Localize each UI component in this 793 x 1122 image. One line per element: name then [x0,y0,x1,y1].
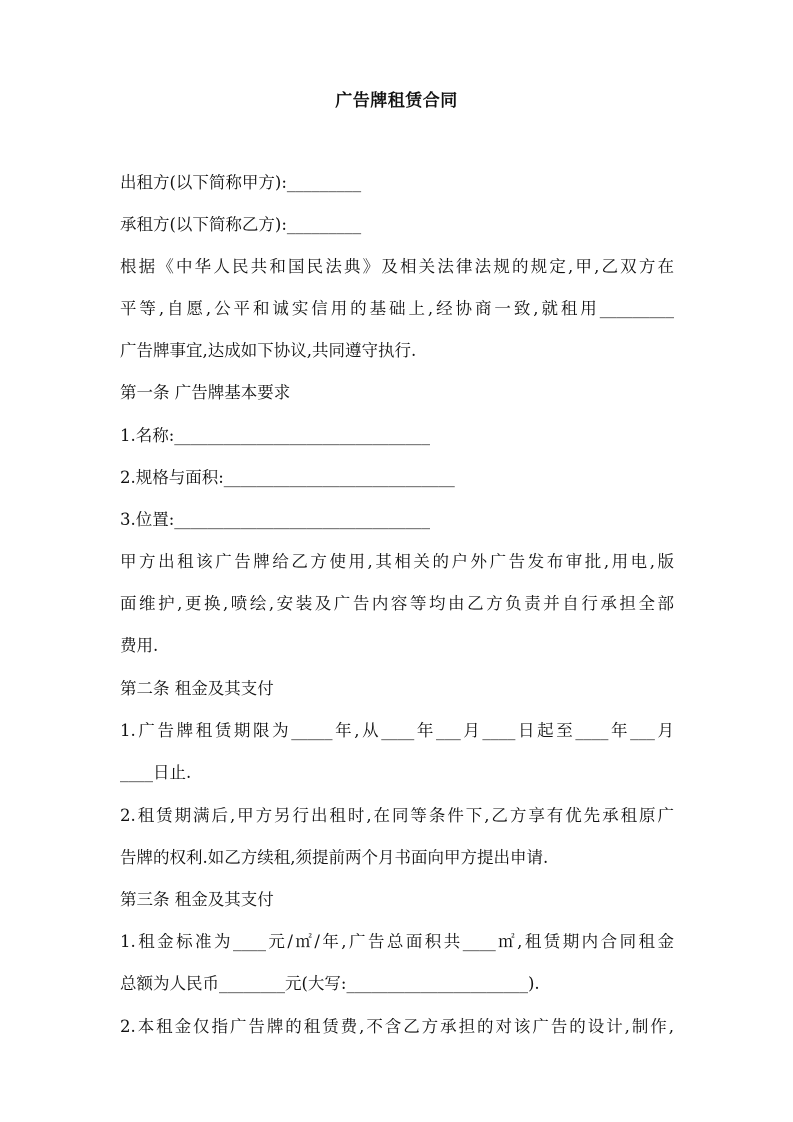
article-1-para-line-1: 甲方出租该广告牌给乙方使用,其相关的户外广告发布审批,用电,版 [120,552,674,571]
item-size-line: 2.规格与面积:____________________________ [120,468,455,487]
article-2-item-1-line-1: 1.广告牌租赁期限为_____年,从____年___月____日起至____年___月 [120,721,674,740]
item-name-line: 1.名称:_______________________________ [120,426,431,445]
article-1-para-line-2: 面维护,更换,喷绘,安装及广告内容等均由乙方负责并自行承担全部 [120,594,674,613]
lessor-line: 出租方(以下简称甲方):_________ [120,173,362,192]
article-3-item-1-line-2: 总额为人民币________元(大写:______________________). [120,974,540,993]
preamble-line-2: 平等,自愿,公平和诚实信用的基础上,经协商一致,就租用_________ [120,299,674,318]
preamble-line-1: 根据《中华人民共和国民法典》及相关法律法规的规定,甲,乙双方在 [120,257,674,276]
article-2-item-2-line-1: 2.租赁期满后,甲方另行出租时,在同等条件下,乙方享有优先承租原广 [120,806,674,825]
preamble-line-3: 广告牌事宜,达成如下协议,共同遵守执行. [120,341,417,360]
item-location-line: 3.位置:_______________________________ [120,510,431,529]
lessee-line: 承租方(以下简称乙方):_________ [120,215,362,234]
article-2-item-1-line-2: ____日止. [120,763,192,782]
article-3-item-2-line-1: 2.本租金仅指广告牌的租赁费,不含乙方承担的对该广告的设计,制作, [120,1017,674,1036]
article-1-para-line-3: 费用. [120,636,159,655]
article-1-heading: 第一条 广告牌基本要求 [120,383,291,402]
article-3-heading: 第三条 租金及其支付 [120,890,274,909]
article-3-item-1-line-1: 1.租金标准为____元/㎡/年,广告总面积共____㎡,租赁期内合同租金 [120,932,674,951]
article-2-item-2-line-2: 告牌的权利.如乙方续租,须提前两个月书面向甲方提出申请. [120,848,549,867]
document-title: 广告牌租赁合同 [335,91,458,111]
article-2-heading: 第二条 租金及其支付 [120,679,274,698]
